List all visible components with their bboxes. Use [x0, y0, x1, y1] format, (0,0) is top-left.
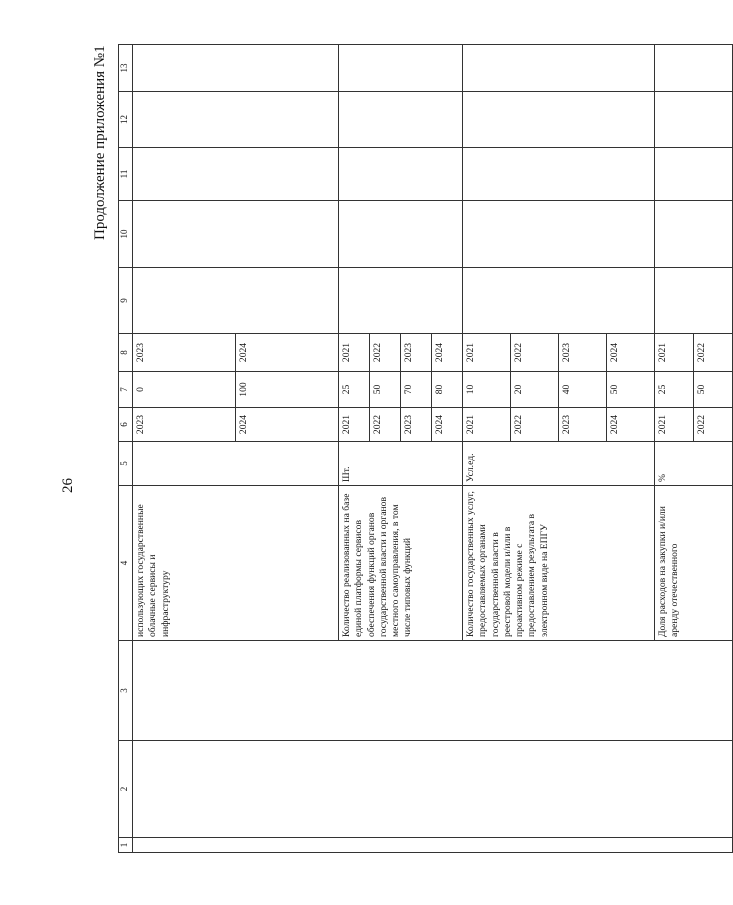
year-cell: 2023 — [133, 334, 236, 372]
year-cell: 2023 — [401, 334, 432, 372]
year-cell: 2024 — [607, 408, 655, 442]
column-number: 4 — [119, 486, 133, 641]
cell — [655, 268, 733, 334]
cell — [463, 148, 655, 201]
unit-cell: Усл.ед. — [463, 442, 655, 486]
cell — [339, 148, 463, 201]
value-cell: 70 — [401, 372, 432, 408]
cell — [339, 45, 463, 92]
cell — [133, 148, 339, 201]
cell — [133, 268, 339, 334]
cell — [655, 148, 733, 201]
column-number: 1 — [119, 838, 133, 853]
cell — [133, 92, 339, 148]
cell — [133, 201, 339, 268]
cell — [655, 92, 733, 148]
indicator-cell: использующих государственные облачные сервисы и инфраструктуру — [133, 486, 339, 641]
year-cell: 2023 — [401, 408, 432, 442]
indicator-cell: Количество реализованных на базе единой платформы сервисов обеспечения функций органов государственной власти и органов местного самоуправления, в том числе типовых функций — [339, 486, 463, 641]
value-cell: 40 — [559, 372, 607, 408]
column-number: 3 — [119, 641, 133, 741]
column-number: 10 — [119, 201, 133, 268]
year-cell: 2024 — [236, 334, 339, 372]
indicator-cell: Количество государственных услуг, предоставляемых органами государственной власти в реестровой модели и/или в проактивном режиме с предоставлением результата в электронном виде на ЕПГУ — [463, 486, 655, 641]
year-cell: 2021 — [655, 408, 694, 442]
column-number: 5 — [119, 442, 133, 486]
year-cell: 2022 — [511, 408, 559, 442]
indicator-cell: Доля расходов на закупки и/или аренду отечественного — [655, 486, 733, 641]
year-cell: 2021 — [339, 334, 370, 372]
year-cell: 2023 — [133, 408, 236, 442]
column-number: 12 — [119, 92, 133, 148]
cell — [133, 641, 733, 741]
value-cell: 25 — [339, 372, 370, 408]
unit-cell: % — [655, 442, 733, 486]
year-cell: 2023 — [559, 408, 607, 442]
column-number: 13 — [119, 45, 133, 92]
cell — [463, 268, 655, 334]
year-cell: 2024 — [236, 408, 339, 442]
column-number: 9 — [119, 268, 133, 334]
unit-cell: Шт. — [339, 442, 463, 486]
value-cell: 10 — [463, 372, 511, 408]
cell — [339, 92, 463, 148]
value-cell: 80 — [432, 372, 463, 408]
year-cell: 2024 — [607, 334, 655, 372]
cell — [133, 741, 733, 838]
year-cell: 2023 — [559, 334, 607, 372]
cell — [133, 45, 339, 92]
year-cell: 2021 — [655, 334, 694, 372]
column-number-row — [119, 45, 133, 853]
value-cell: 50 — [694, 372, 733, 408]
year-cell: 2022 — [694, 334, 733, 372]
year-cell: 2022 — [370, 408, 401, 442]
column-number: 2 — [119, 741, 133, 838]
value-cell: 20 — [511, 372, 559, 408]
indicator-table — [118, 44, 733, 853]
year-cell: 2021 — [463, 408, 511, 442]
year-cell: 2022 — [694, 408, 733, 442]
column-number: 6 — [119, 408, 133, 442]
cell — [339, 201, 463, 268]
value-cell: 50 — [607, 372, 655, 408]
column-number: 7 — [119, 372, 133, 408]
year-cell: 2024 — [432, 408, 463, 442]
cell — [463, 201, 655, 268]
cell — [133, 838, 733, 853]
year-cell: 2022 — [370, 334, 401, 372]
value-cell: 100 — [236, 372, 339, 408]
year-cell: 2024 — [432, 334, 463, 372]
year-cell: 2022 — [511, 334, 559, 372]
cell — [339, 268, 463, 334]
page-number: 26 — [60, 478, 76, 493]
cell — [655, 201, 733, 268]
value-cell: 0 — [133, 372, 236, 408]
cell — [463, 45, 655, 92]
cell — [655, 45, 733, 92]
unit-cell — [133, 442, 339, 486]
year-cell: 2021 — [339, 408, 370, 442]
value-cell: 50 — [370, 372, 401, 408]
cell — [463, 92, 655, 148]
column-number: 11 — [119, 148, 133, 201]
year-cell: 2021 — [463, 334, 511, 372]
value-cell: 25 — [655, 372, 694, 408]
table-row — [133, 45, 236, 853]
column-number: 8 — [119, 334, 133, 372]
appendix-heading: Продолжение приложения №1 — [92, 45, 108, 240]
